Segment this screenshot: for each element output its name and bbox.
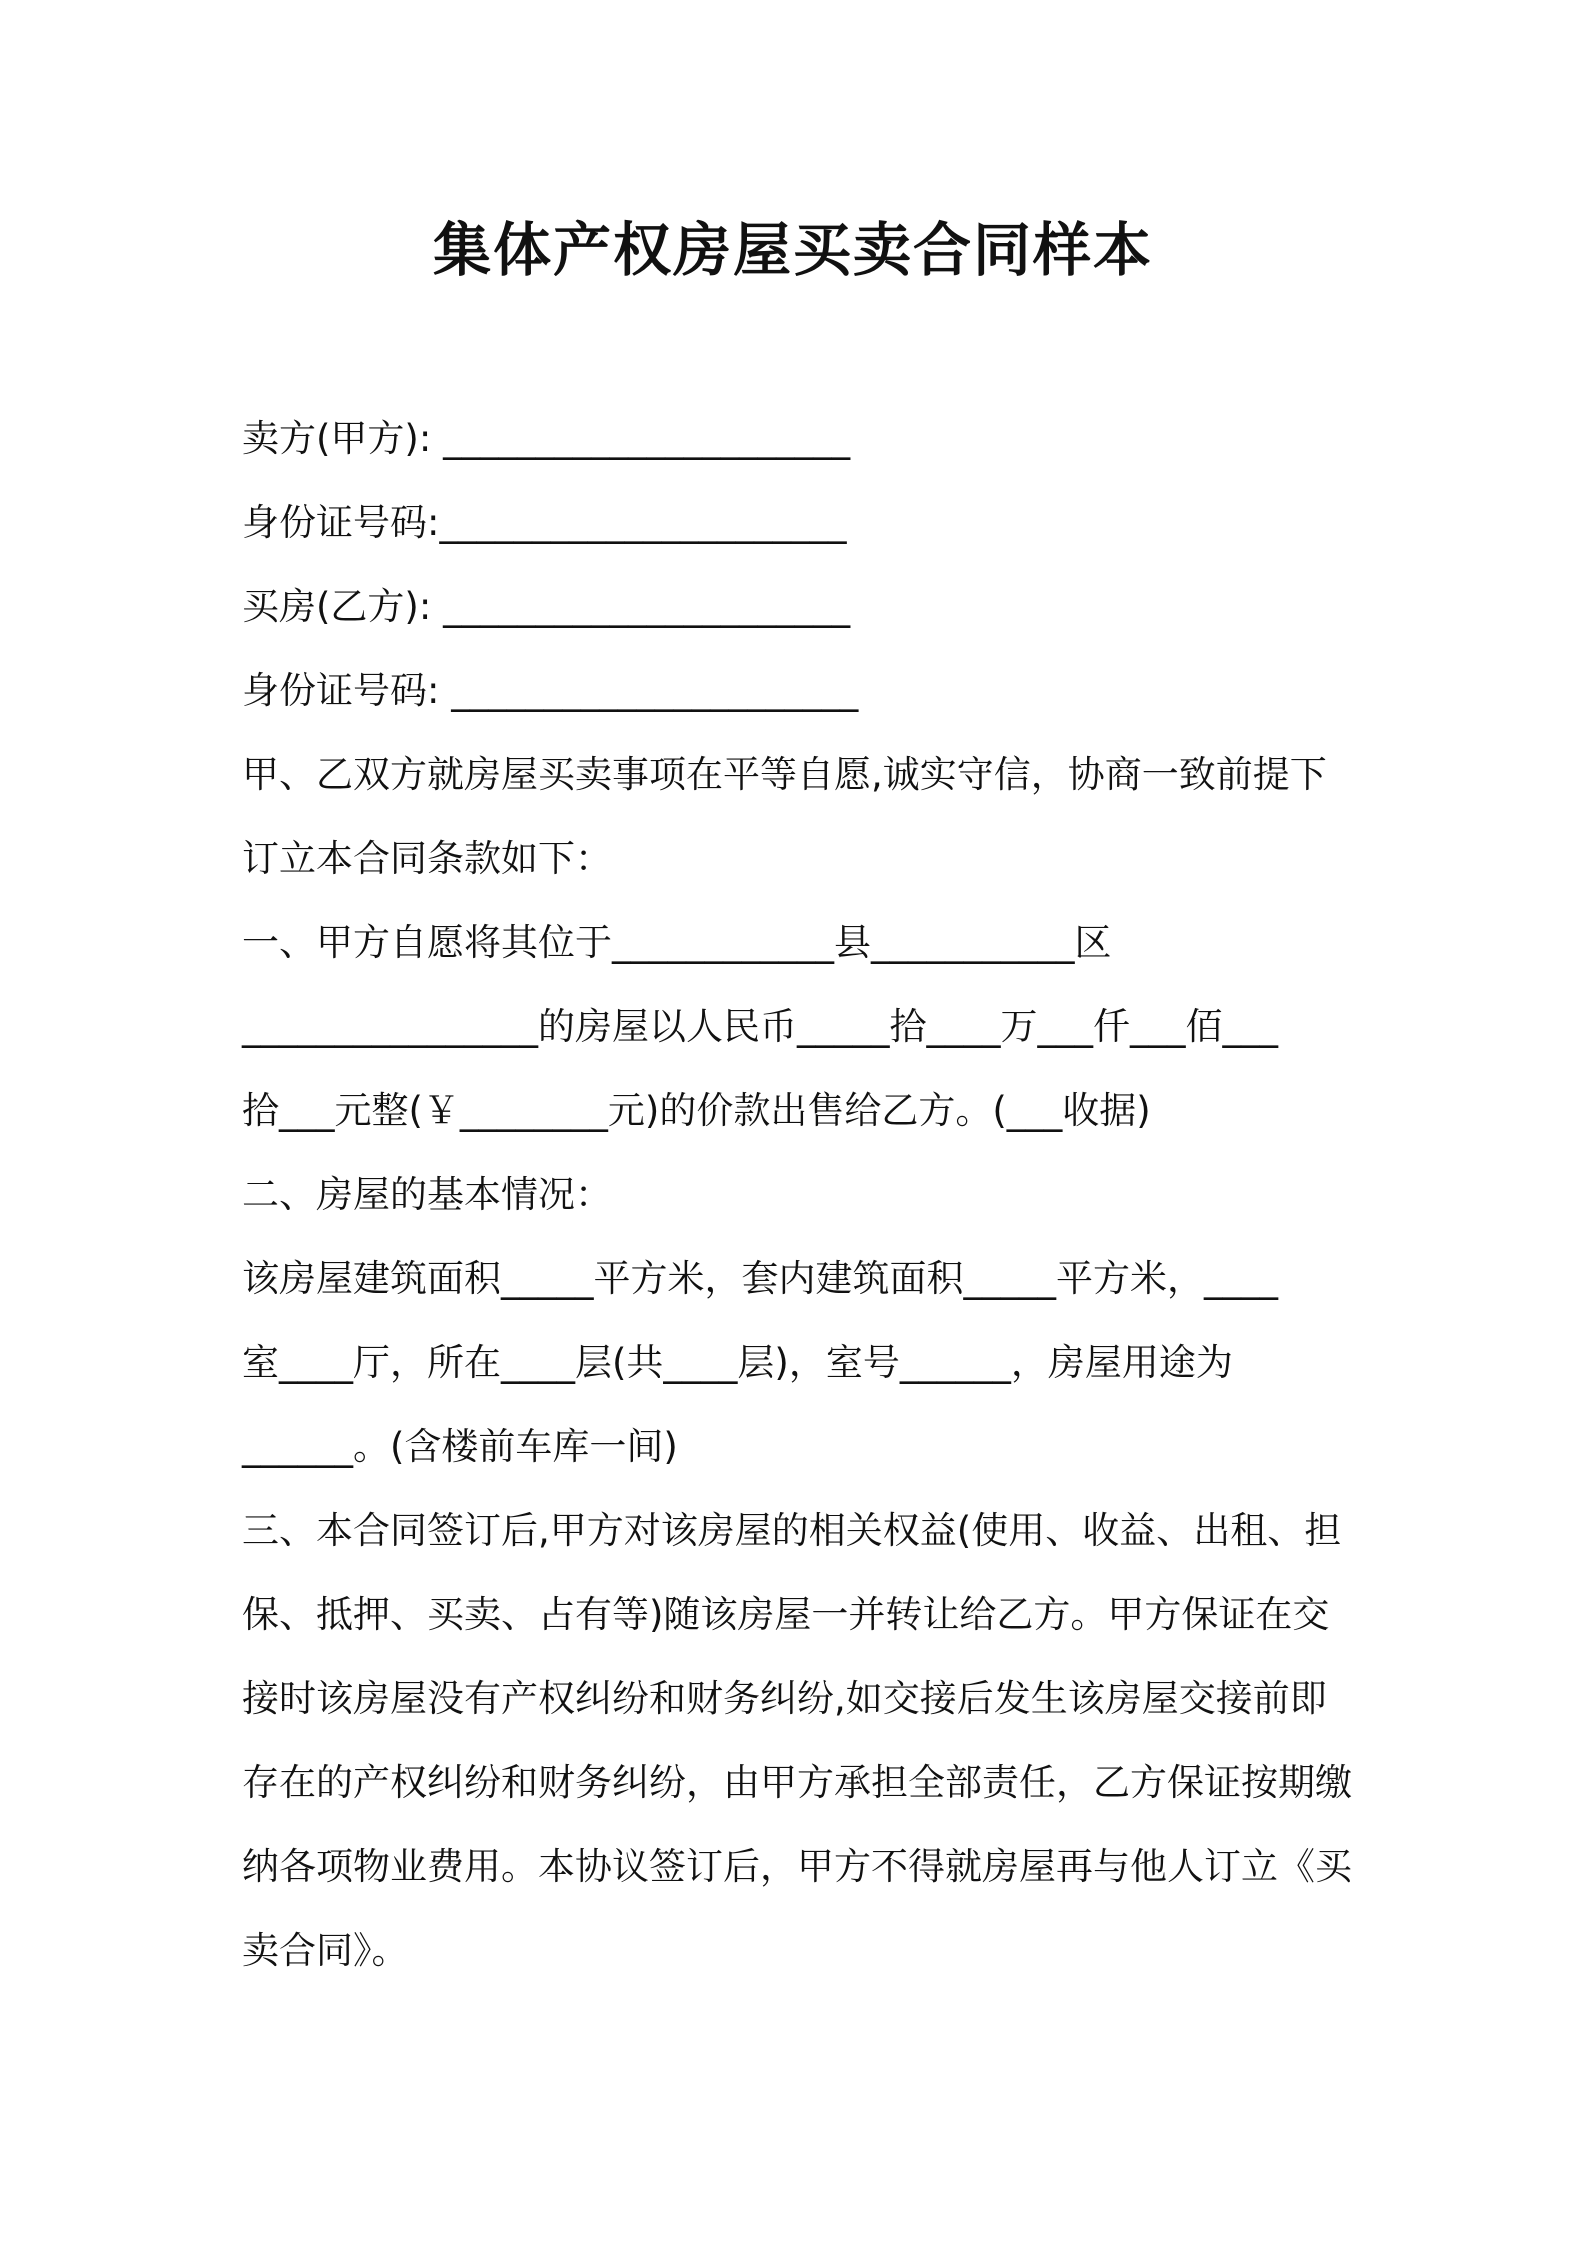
buyer-line: 买房(乙方): ______________________ (242, 585, 851, 628)
clause-3-line-5: 纳各项物业费用。本协议签订后，甲方不得就房屋再与他人订立《买 (242, 1845, 1352, 1888)
clause-3-line-2: 保、抵押、买卖、占有等)随该房屋一并转让给乙方。甲方保证在交 (242, 1593, 1330, 1636)
clause-2-line-1: 该房屋建筑面积_____平方米，套内建筑面积_____平方米，____ (242, 1257, 1278, 1300)
clause-3-line-4: 存在的产权纠纷和财务纠纷，由甲方承担全部责任，乙方保证按期缴 (242, 1761, 1352, 1804)
document-title: 集体产权房屋买卖合同样本 (432, 216, 1153, 284)
clause-2-line-3: ______。(含楼前车库一间) (242, 1425, 678, 1468)
clause-1-line-1: 一、甲方自愿将其位于____________县___________区 (242, 921, 1112, 964)
contract-body (242, 397, 1362, 1993)
clause-2-line-2: 室____厅，所在____层(共____层)，室号______，房屋用途为 (242, 1341, 1233, 1384)
seller-line: 卖方(甲方): ______________________ (242, 417, 851, 460)
clause-2-heading: 二、房屋的基本情况： (242, 1173, 612, 1216)
seller-id-line: 身份证号码:______________________ (242, 501, 847, 544)
clause-3-line-3: 接时该房屋没有产权纠纷和财务纠纷,如交接后发生该房屋交接前即 (242, 1677, 1327, 1720)
clause-3-line-6: 卖合同》。 (242, 1929, 409, 1972)
preamble-line-1: 甲、乙双方就房屋买卖事项在平等自愿,诚实守信，协商一致前提下 (242, 753, 1327, 796)
clause-1-line-3: 拾___元整(￥________元)的价款出售给乙方。(___收据) (242, 1089, 1151, 1132)
preamble-line-2: 订立本合同条款如下： (242, 837, 612, 880)
clause-3-line-1: 三、本合同签订后,甲方对该房屋的相关权益(使用、收益、出租、担 (242, 1509, 1342, 1552)
clause-1-line-2: ________________的房屋以人民币_____拾____万___仟___佰___ (242, 1005, 1278, 1048)
buyer-id-line: 身份证号码: ______________________ (242, 669, 859, 712)
